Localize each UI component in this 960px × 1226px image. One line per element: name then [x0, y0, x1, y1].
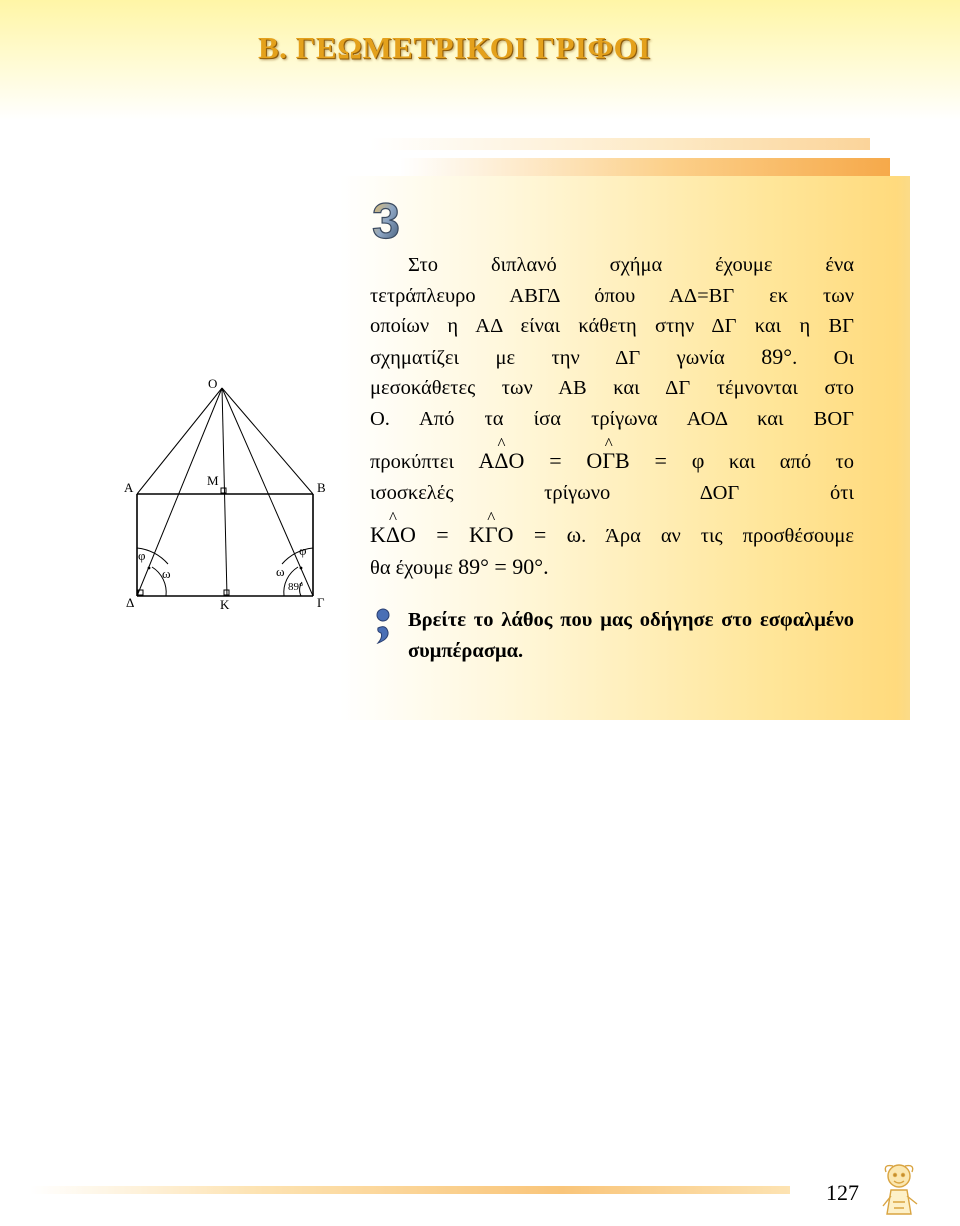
final-equation: 89° = 90°.: [458, 553, 549, 579]
mascot-icon: [877, 1162, 923, 1218]
text-line-1: Στο διπλανό σχήμα έχουμε ένα: [408, 254, 854, 276]
angle-omega-right: ω: [276, 564, 285, 579]
text-line-10: [370, 552, 854, 584]
text-line-2: τετράπλευρο ΑΒΓΔ όπου ΑΔ=ΒΓ εκ των: [370, 284, 854, 307]
angle-phi-left: φ: [138, 548, 146, 563]
text-line-4: [370, 342, 854, 374]
text-line-9: [370, 520, 854, 552]
geometry-figure: [116, 368, 342, 618]
text-line-7a: προκύπτει: [370, 451, 455, 473]
text-line-5: μεσοκάθετες των ΑΒ και ΔΓ τέμνονται στο: [370, 377, 854, 399]
puzzle-number-badge: [370, 196, 402, 246]
label-g: Γ: [317, 595, 325, 610]
puzzle-text: [370, 250, 854, 666]
section-title: Β. ΓΕΩΜΕΤΡΙΚΟΙ ΓΡΙΦΟΙ: [258, 30, 651, 65]
phi-equation: Α^ ΔΟ = Ο^ ΓΒ = φ: [478, 448, 704, 473]
label-a: Α: [124, 480, 134, 495]
segment-od: [137, 388, 222, 596]
puzzle-number: 3: [372, 196, 400, 246]
omega-equation: Κ^ ΔΟ = Κ^ ΓΟ = ω: [370, 522, 581, 547]
text-line-6: Ο. Από τα ίσα τρίγωνα ΑΟΔ και ΒΟΓ: [370, 407, 854, 430]
question: Βρείτε το λάθος που μας οδήγησε στο εσφαλμένο συμπέρασμα.: [408, 609, 854, 662]
text-line-7: [370, 446, 854, 478]
angle-omega-left: ω: [162, 566, 171, 581]
label-m: Μ: [207, 473, 219, 488]
label-d: Δ: [126, 595, 135, 610]
segment-og: [222, 388, 313, 596]
label-o: Ο: [208, 376, 218, 391]
right-angle-m: [221, 488, 226, 493]
card-strip-accent: [400, 158, 890, 176]
question-mark-icon: [372, 606, 394, 644]
card-strip-top: [370, 138, 870, 150]
label-k: Κ: [220, 597, 230, 612]
footer-band: [30, 1186, 790, 1194]
text-line-4b: . Οι: [792, 346, 854, 369]
card-shade: [896, 176, 910, 720]
text-line-4a: σχηματίζει με την ΔΓ γωνία: [370, 346, 725, 369]
question-text: [370, 605, 854, 666]
text-line-3: οποίων η ΑΔ είναι κάθετη στην ΔΓ και η ΒΓ: [370, 315, 854, 337]
page-number: 127: [826, 1180, 859, 1205]
angle-89-label: 89°: [288, 581, 304, 593]
text-line-8: ισοσκελές τρίγωνο ΔΟΓ ότι: [370, 481, 854, 504]
label-b: Β: [317, 480, 326, 495]
angle-89: 89°: [761, 343, 793, 369]
text-line-10a: θα έχουμε: [370, 556, 453, 579]
segment-ob: [222, 388, 313, 494]
text-line-9b: . Άρα αν τις προσθέσουμε: [581, 525, 854, 547]
angle-phi-right: φ: [299, 543, 307, 558]
text-line-7b: και από το: [728, 451, 854, 473]
